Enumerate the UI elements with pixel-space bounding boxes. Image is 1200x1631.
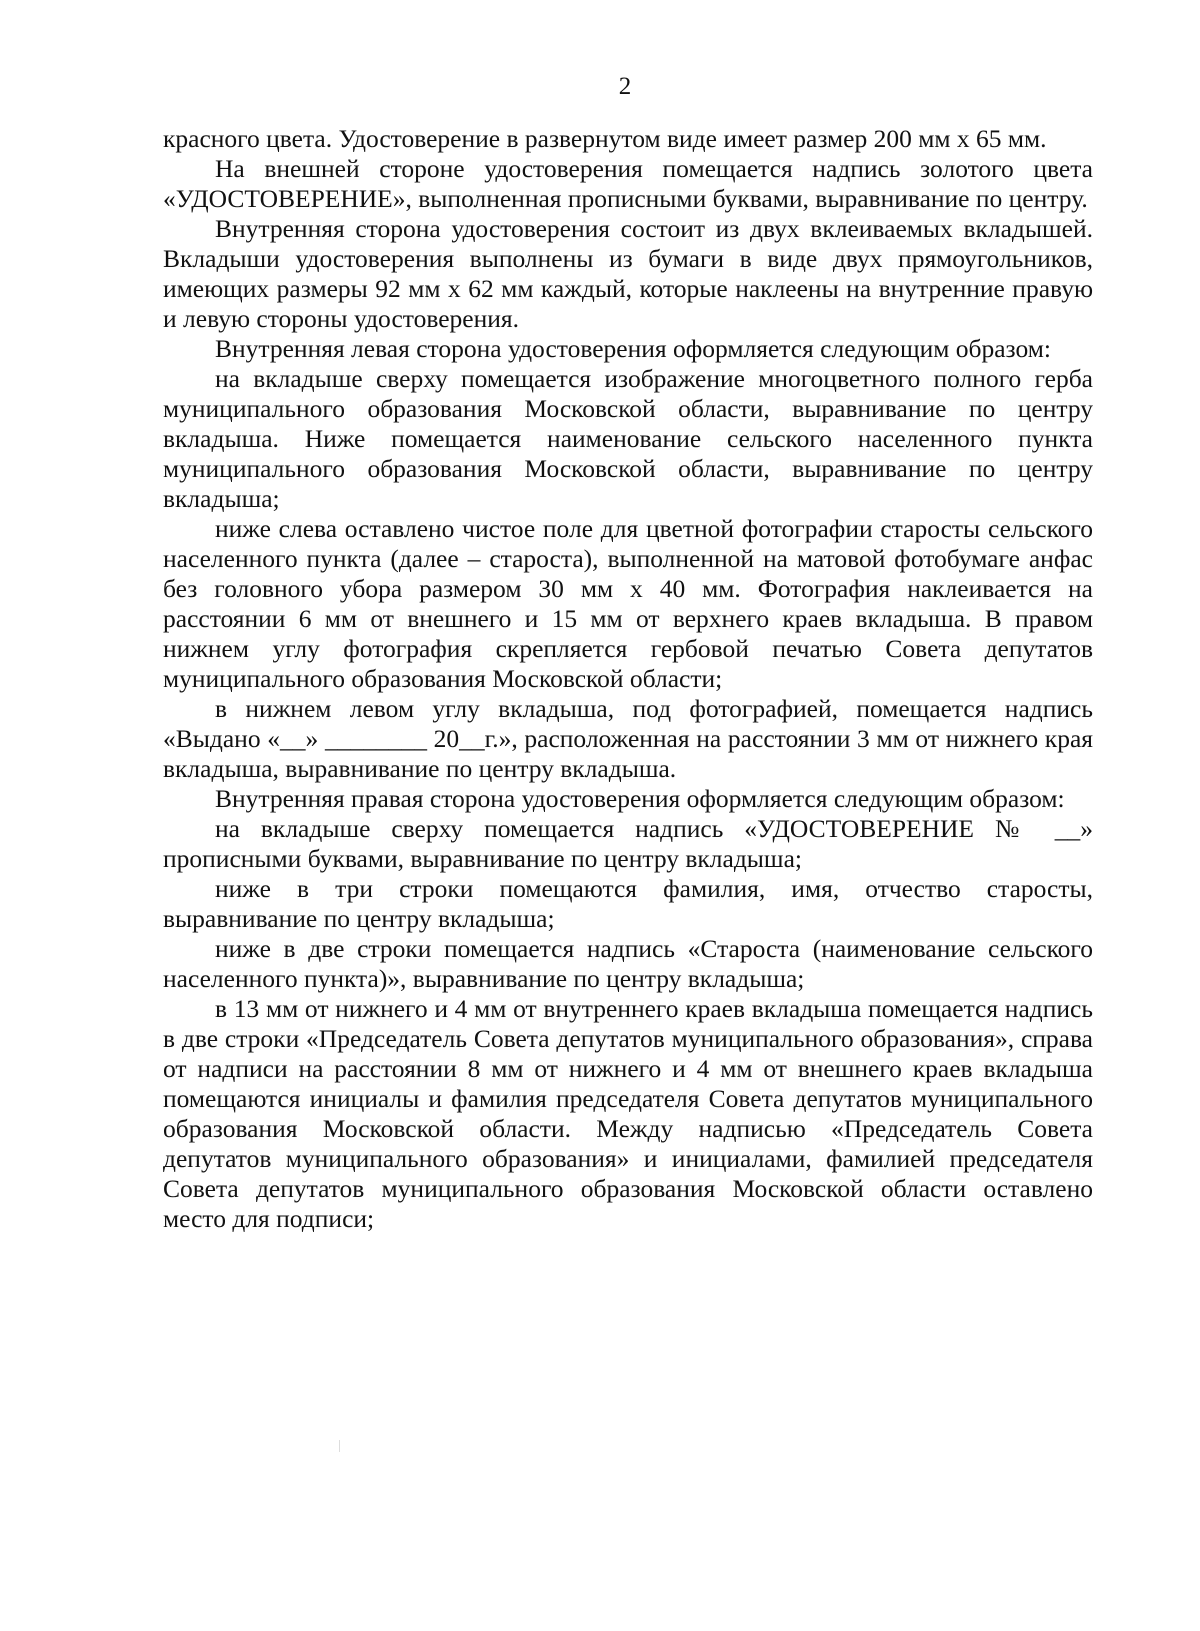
paragraph-1: красного цвета. Удостоверение в развернутом виде имеет размер 200 мм х 65 мм. <box>163 124 1047 153</box>
paragraph-8: Внутренняя правая сторона удостоверения оформляется следующим образом: <box>215 784 1065 813</box>
paragraph-5: на вкладыше сверху помещается изображение многоцветного полного герба муниципального образования Московской области, выравнивание по центру вкладыша. Ниже помещается наименование сельского населенного пункта муниципального образования Московской области, выравнивание по центру вкладыша; <box>163 364 1093 513</box>
document-body <box>163 124 1093 1234</box>
paragraph-4: Внутренняя левая сторона удостоверения оформляется следующим образом: <box>215 334 1051 363</box>
paragraph-2: На внешней стороне удостоверения помещается надпись золотого цвета «УДОСТОВЕРЕНИЕ», выполненная прописными буквами, выравнивание по центру. <box>163 154 1093 213</box>
paragraph-6: ниже слева оставлено чистое поле для цветной фотографии старосты сельского населенного пункта (далее – староста), выполненной на матовой фотобумаге анфас без головного убора размером 30 мм х 40 мм. Фотография наклеивается на расстоянии 6 мм от внешнего и 15 мм от верхнего краев вкладыша. В правом нижнем углу фотография скрепляется гербовой печатью Совета депутатов муниципального образования Московской области; <box>163 514 1093 693</box>
paragraph-12: в 13 мм от нижнего и 4 мм от внутреннего краев вкладыша помещается надпись в две строки «Председатель Совета депутатов муниципального образования», справа от надписи на расстоянии 8 мм от нижнего и 4 мм от внешнего краев вкладыша помещаются инициалы и фамилия председателя Совета депутатов муниципального образования Московской области. Между надписью «Председатель Совета депутатов муниципального образования» и инициалами, фамилией председателя Совета депутатов муниципального образования Московской области оставлено место для подписи; <box>163 994 1093 1233</box>
paragraph-11: ниже в две строки помещается надпись «Староста (наименование сельского населенного пункта)», выравнивание по центру вкладыша; <box>163 934 1093 993</box>
scan-speck <box>339 1440 340 1452</box>
paragraph-7: в нижнем левом углу вкладыша, под фотографией, помещается надпись «Выдано «__» ________ 20__г.», расположенная на расстоянии 3 мм от нижнего края вкладыша, выравнивание по центру вкладыша. <box>163 694 1093 783</box>
paragraph-3: Внутренняя сторона удостоверения состоит из двух вклеиваемых вкладышей. Вкладыши удостоверения выполнены из бумаги в виде двух прямоугольников, имеющих размеры 92 мм х 62 мм каждый, которые наклеены на внутренние правую и левую стороны удостоверения. <box>163 214 1093 333</box>
paragraph-10: ниже в три строки помещаются фамилия, имя, отчество старосты, выравнивание по центру вкладыша; <box>163 874 1093 933</box>
paragraph-9: на вкладыше сверху помещается надпись «УДОСТОВЕРЕНИЕ № __» прописными буквами, выравнивание по центру вкладыша; <box>163 814 1093 873</box>
page-number: 2 <box>618 73 632 100</box>
